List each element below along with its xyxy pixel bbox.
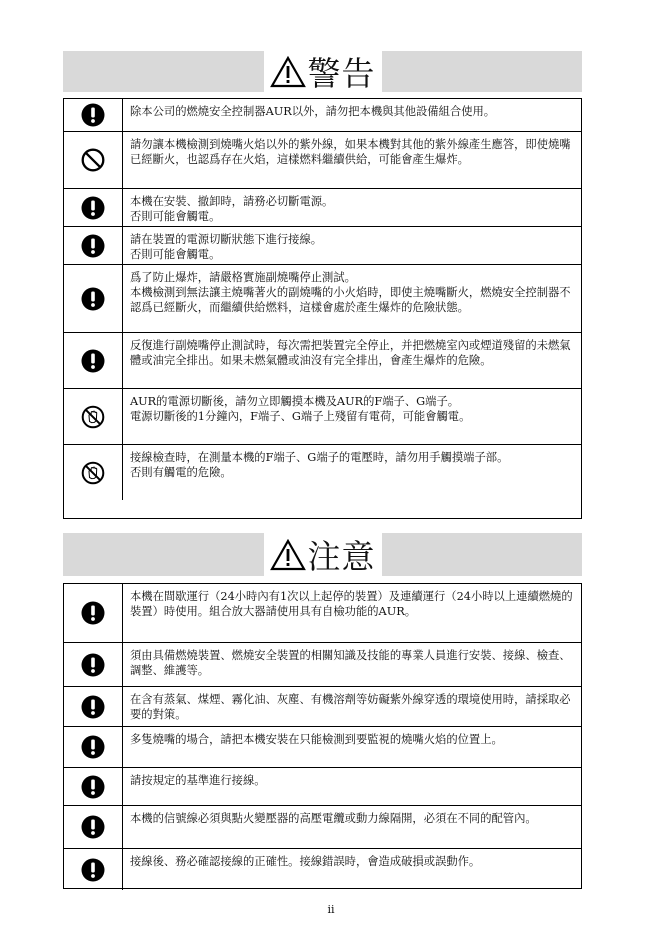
warning-table [63, 98, 582, 519]
column-divider [122, 132, 123, 188]
warning-row-text [130, 232, 573, 262]
mandatory-icon [64, 189, 122, 226]
row-text-line: 電源切斷後的1分鐘內，F端子、G端子上殘留有電荷，可能會觸電。 [130, 410, 471, 423]
warning-row [64, 444, 581, 500]
warning-row [64, 131, 581, 188]
row-text-line: 在含有蒸氣、煤煙、霧化油、灰塵、有機溶劑等妨礙紫外線穿透的環境使用時，請採取必要的對策。 [130, 693, 571, 721]
column-divider [122, 584, 123, 642]
warning-row [64, 226, 581, 264]
column-divider [122, 643, 123, 686]
row-text-line: 否則可能會觸電。 [130, 248, 221, 261]
row-text-line: AUR的電源切斷後，請勿立即觸摸本機及AUR的F端子、G端子。 [130, 395, 460, 408]
mandatory-icon [64, 806, 122, 848]
mandatory-icon [64, 333, 122, 388]
caution-row-text [130, 589, 573, 619]
caution-row [64, 584, 581, 642]
caution-triangle-icon [270, 539, 306, 571]
caution-row [64, 686, 581, 726]
row-text-line: 除本公司的燃燒安全控制器AUR以外，請勿把本機與其他設備組合使用。 [130, 105, 496, 118]
warning-row-text [130, 394, 573, 424]
warning-row-text [130, 450, 573, 480]
warning-row-text [130, 338, 573, 368]
mandatory-icon [64, 727, 122, 767]
warning-row-text [130, 104, 573, 119]
mandatory-icon [64, 584, 122, 642]
column-divider [122, 99, 123, 131]
warning-title: 警告 [307, 54, 376, 93]
row-text-line: 本機檢測到無法讓主燒嘴著火的副燒嘴的小火焰時，即使主燒嘴斷火，燃燒安全控制器不認爲已經斷火，而繼續供給燃料，這樣會處於產生爆炸的危險狀態。 [130, 286, 571, 314]
caution-table [63, 583, 582, 889]
row-text-line: 本機在安裝、撤卸時，請務必切斷電源。 [130, 195, 334, 208]
warning-triangle-icon [270, 56, 306, 88]
caution-row [64, 726, 581, 767]
warning-row [64, 99, 581, 131]
column-divider [122, 333, 123, 388]
mandatory-icon [64, 227, 122, 264]
caution-row-text [130, 773, 573, 788]
row-text-line: 反復進行副燒嘴停止測試時，每次需把裝置完全停止，并把燃燒室內或煙道殘留的未燃氣體或油完全排出。如果未燃氣體或油沒有完全排出，會產生爆炸的危險。 [130, 339, 571, 367]
column-divider [122, 445, 123, 500]
row-text-line: 爲了防止爆炸，請嚴格實施副燒嘴停止測試。 [130, 271, 356, 284]
mandatory-icon [64, 265, 122, 332]
row-text-line: 請按規定的基準進行接線。 [130, 774, 266, 787]
row-text-line: 請在裝置的電源切斷狀態下進行接線。 [130, 233, 323, 246]
row-text-line: 否則有觸電的危險。 [130, 466, 232, 479]
caution-row [64, 642, 581, 686]
warning-row [64, 264, 581, 332]
row-text-line: 接線後、務必確認接線的正確性。接線錯誤時，會造成破損或誤動作。 [130, 855, 481, 868]
warning-row [64, 332, 581, 388]
row-text-line: 否則可能會觸電。 [130, 210, 221, 223]
no-touch-icon [64, 445, 122, 500]
no-touch-icon [64, 389, 122, 444]
column-divider [122, 727, 123, 767]
warning-banner [63, 51, 582, 92]
caution-row-text [130, 692, 573, 722]
column-divider [122, 806, 123, 848]
caution-row [64, 848, 581, 890]
warning-title-box [264, 49, 382, 94]
mandatory-icon [64, 643, 122, 686]
caution-row-text [130, 732, 573, 747]
warning-row-text [130, 194, 573, 224]
column-divider [122, 849, 123, 890]
mandatory-icon [64, 99, 122, 131]
caution-title-box [264, 531, 382, 578]
column-divider [122, 389, 123, 444]
caution-row [64, 767, 581, 805]
row-text-line: 本機在間歇運行（24小時內有1次以上起停的裝置）及連續運行（24小時以上連續燃燒的裝置）時使用。組合放大器請使用具有自檢功能的AUR。 [130, 590, 573, 618]
caution-banner [63, 533, 582, 576]
row-text-line: 本機的信號線必須與點火變壓器的高壓電纜或動力線隔開，必須在不同的配管內。 [130, 812, 537, 825]
warning-row-text [130, 137, 573, 167]
column-divider [122, 687, 123, 726]
row-text-line: 多隻燒嘴的場合，請把本機安裝在只能檢測到要監視的燒嘴火焰的位置上。 [130, 733, 503, 746]
prohibition-icon [64, 132, 122, 188]
page-number: ii [327, 903, 335, 916]
warning-row-text [130, 270, 573, 315]
warning-row [64, 388, 581, 444]
row-text-line: 接線檢查時，在測量本機的F端子、G端子的電壓時，請勿用手觸摸端子部。 [130, 451, 509, 464]
column-divider [122, 227, 123, 264]
caution-row-text [130, 648, 573, 678]
row-text-line: 須由具備燃燒裝置、燃燒安全裝置的相關知識及技能的專業人員進行安裝、接線、檢查、調整、維護等。 [130, 649, 571, 677]
column-divider [122, 768, 123, 805]
caution-row-text [130, 854, 573, 869]
caution-title: 注意 [307, 537, 376, 576]
row-text-line: 請勿讓本機檢測到燒嘴火焰以外的紫外線，如果本機對其他的紫外線產生應答，即使燒嘴已經斷火，也認爲存在火焰，這樣燃料繼續供給，可能會產生爆炸。 [130, 138, 571, 166]
caution-row-text [130, 811, 573, 826]
mandatory-icon [64, 849, 122, 890]
caution-row [64, 805, 581, 848]
column-divider [122, 189, 123, 226]
column-divider [122, 265, 123, 332]
mandatory-icon [64, 687, 122, 726]
warning-row [64, 188, 581, 226]
mandatory-icon [64, 768, 122, 805]
